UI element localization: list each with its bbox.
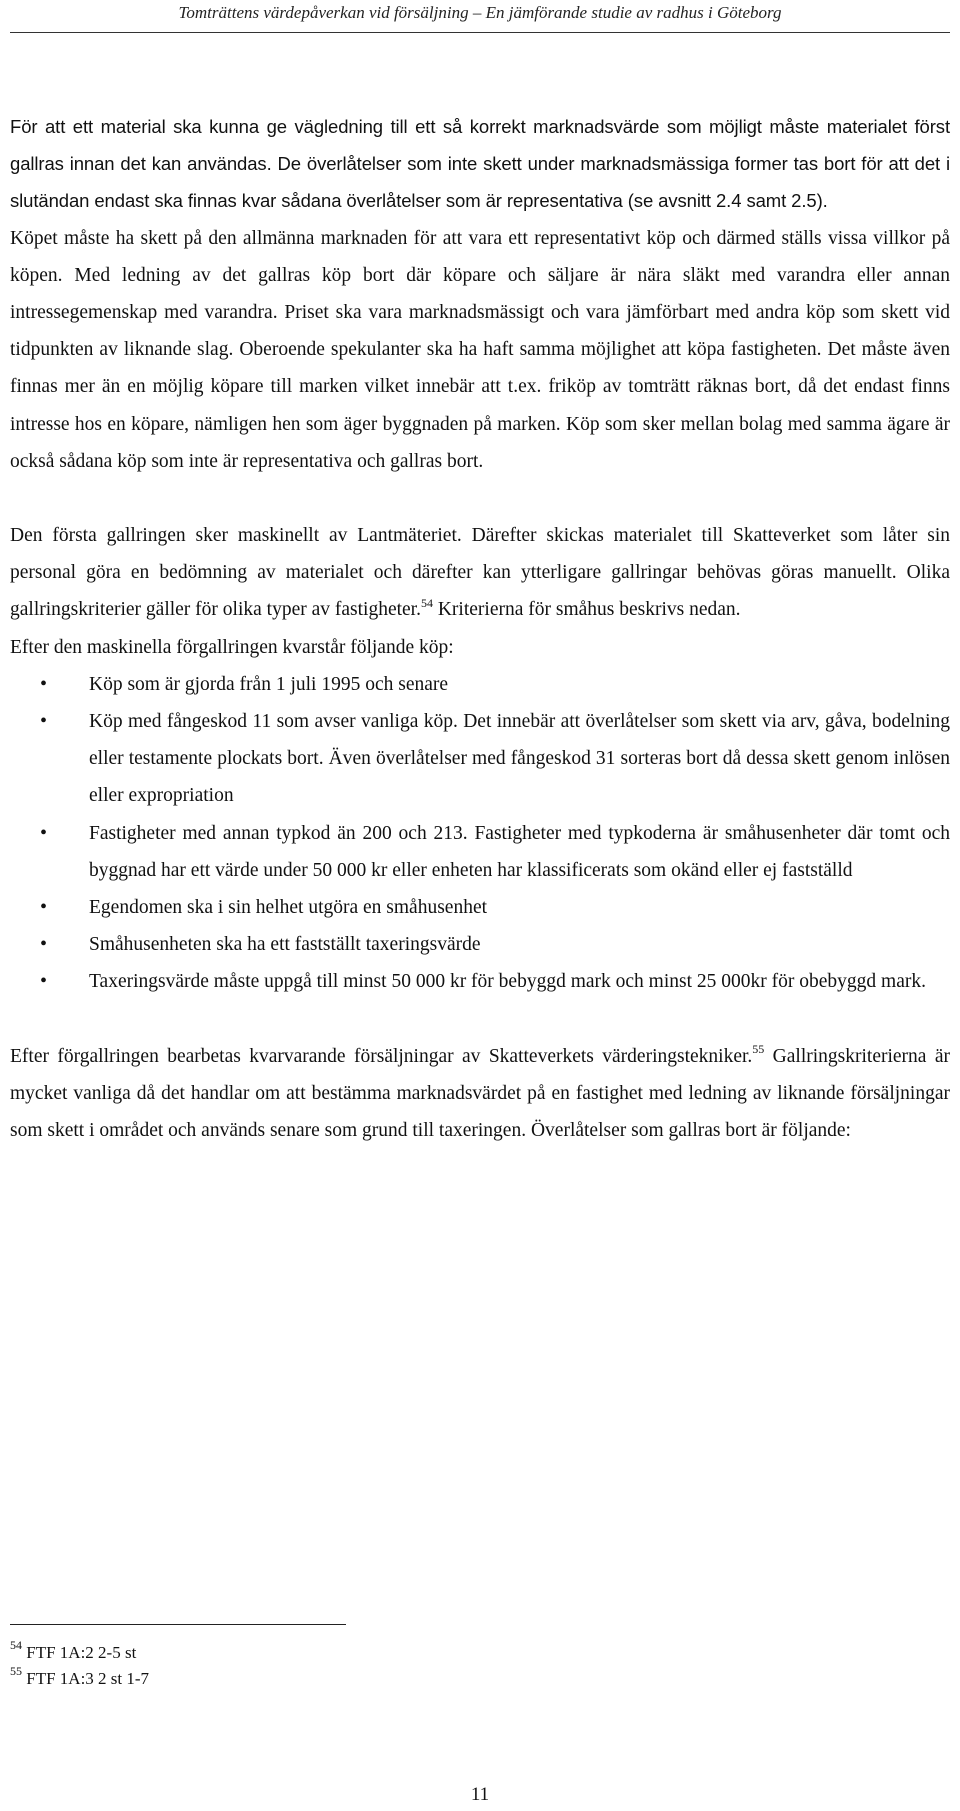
paragraph-3-text: Den första gallringen sker maskinellt av Lantmäteriet. Därefter skickas materialet till Skatteverket som låter sin personal göra en bedömning av materialet och därefter kan ytterligare gallringar behövas göras manuellt. Olika gallringskriterier gäller för olika typer av fastigheter. <box>10 525 950 621</box>
header-rule <box>10 32 950 33</box>
footnote-text: FTF 1A:2 2-5 st <box>22 1643 137 1662</box>
list-item <box>10 703 950 815</box>
list-item <box>10 889 950 926</box>
footnote-text: FTF 1A:3 2 st 1-7 <box>22 1669 150 1688</box>
paragraph-5 <box>10 1038 950 1150</box>
running-header: Tomträttens värdepåverkan vid försäljning – En jämförande studie av radhus i Göteborg <box>178 3 782 22</box>
footnotes <box>10 1640 610 1692</box>
list-item-text: Fastigheter med annan typkod än 200 och 213. Fastigheter med typkoderna är småhusenheter där tomt och byggnad har ett värde under 50 000 kr eller enheten har klassificerats som okänd eller ej fastställd <box>89 822 950 881</box>
footnote-number: 55 <box>10 1664 22 1679</box>
paragraph-3 <box>10 517 950 629</box>
list-item-text: Småhusenheten ska ha ett fastställt taxeringsvärde <box>89 934 481 956</box>
list-item <box>10 926 950 963</box>
bullet-icon: • <box>40 970 48 993</box>
list-item <box>10 963 950 1000</box>
footnote-ref-55[interactable]: 55 <box>752 1042 765 1057</box>
footnote-54 <box>10 1640 610 1666</box>
paragraph-3-text-end: Kriterierna för småhus beskrivs nedan. <box>432 599 741 621</box>
page-number: 11 <box>470 1784 490 1805</box>
paragraph-4: Efter den maskinella förgallringen kvarstår följande köp: <box>10 636 454 658</box>
list-item <box>10 815 950 889</box>
paragraph-5-text: Efter förgallringen bearbetas kvarvarande försäljningar av Skatteverkets värderingstekniker. <box>10 1045 753 1067</box>
bullet-icon: • <box>40 710 48 733</box>
paragraph-2: Köpet måste ha skett på den allmänna marknaden för att vara ett representativt köp och därmed ställs vissa villkor på köpen. Med ledning av det gallras köp bort där köpare och säljare är nära släkt med varandra eller annan intressegemenskap med varandra. Priset ska vara marknadsmässigt och vara jämförbart med andra köp som skett vid tidpunkten av liknande slag. Oberoende spekulanter ska ha haft samma möjlighet att köpa fastigheten. Det måste även finnas mer än en möjlig köpare till marken vilket innebär att t.ex. friköp av tomträtt räknas bort, då det endast finns intresse hos en köpare, nämligen hen som äger byggnaden på marken. Köp som sker mellan bolag med samma ägare är också sådana köp som inte är representativa och gallras bort. <box>10 227 950 472</box>
list-item-text: Taxeringsvärde måste uppgå till minst 50 000 kr för bebyggd mark och minst 25 000kr för obebyggd mark. <box>89 971 926 993</box>
footnote-ref-54[interactable]: 54 <box>420 595 433 610</box>
paragraph-5-text-end: Gallringskriterierna är mycket vanliga då det handlar om att bestämma marknadsvärdet på en fastighet med ledning av liknande försäljningar som skett i området och används senare som grund till taxeringen. Överlåtelser som gallras bort är följande: <box>10 1045 951 1142</box>
footnote-number: 54 <box>10 1638 22 1653</box>
bullet-icon: • <box>40 933 48 956</box>
footnote-55 <box>10 1666 610 1692</box>
list-item-text: Köp som är gjorda från 1 juli 1995 och senare <box>89 673 449 695</box>
footnote-rule <box>10 1624 346 1625</box>
bullet-icon: • <box>40 672 48 695</box>
list-item-text: Egendomen ska i sin helhet utgöra en småhusenhet <box>89 897 488 919</box>
bullet-icon: • <box>40 896 48 919</box>
bullet-icon: • <box>40 821 48 844</box>
criteria-list <box>10 666 950 1001</box>
list-item-text: Köp med fångeskod 11 som avser vanliga köp. Det innebär att överlåtelser som skett via arv, gåva, bodelning eller testamente plockats bort. Även överlåtelser med fångeskod 31 sorteras bort då dessa skett genom inlösen eller expropriation <box>89 711 950 807</box>
list-item <box>10 666 950 703</box>
paragraph-1: För att ett material ska kunna ge vägledning till ett så korrekt marknadsvärde som möjligt måste materialet först gallras innan det kan användas. De överlåtelser som inte skett under marknadsmässiga former tas bort för att det i slutändan endast ska finnas kvar sådana överlåtelser som är representativa (se avsnitt 2.4 samt 2.5). <box>10 116 950 212</box>
body-text <box>10 108 950 1149</box>
